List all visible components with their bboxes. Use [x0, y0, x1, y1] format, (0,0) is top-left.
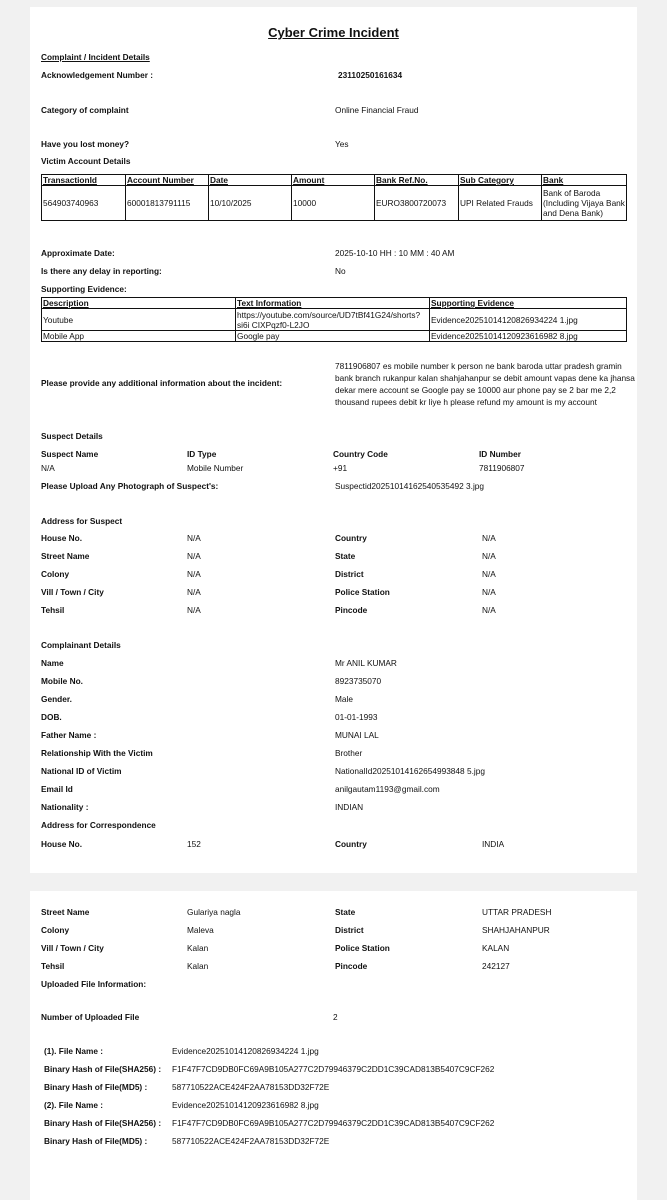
field-value: N/A [187, 605, 201, 615]
id-type-value: Mobile Number [187, 463, 244, 473]
field-label: Gender. [41, 694, 72, 704]
field-label: Colony [41, 569, 70, 579]
table-cell: 10000 [292, 186, 375, 221]
field-value: 242127 [482, 961, 510, 971]
suspect-section-heading: Suspect Details [41, 431, 103, 441]
field-label: Tehsil [41, 961, 65, 971]
field-value: Brother [335, 748, 363, 758]
field-label: Tehsil [41, 605, 65, 615]
page-title: Cyber Crime Incident [268, 25, 399, 40]
file-name-value: Evidence20251014120826934224 1.jpg [172, 1046, 319, 1056]
field-value: N/A [187, 551, 201, 561]
field-label: Country [335, 533, 367, 543]
header-cell: Text Information [236, 298, 430, 309]
field-label: Relationship With the Victim [41, 748, 153, 758]
header-cell: Bank Ref.No. [375, 175, 459, 186]
sha256-value: F1F47F7CD9DB0FC69A9B105A277C2D79946379C2DD1C39CAD813B5407C9CF262 [172, 1064, 495, 1074]
field-label: Pincode [335, 961, 368, 971]
field-value: N/A [482, 533, 496, 543]
field-label: Email Id [41, 784, 73, 794]
field-value: NationalId20251014162654993848 5.jpg [335, 766, 485, 776]
field-label: Vill / Town / City [41, 943, 104, 953]
field-label: House No. [41, 839, 83, 849]
field-label: Mobile No. [41, 676, 83, 686]
md5-label: Binary Hash of File(MD5) : [44, 1136, 148, 1146]
table-row [42, 309, 627, 331]
md5-label: Binary Hash of File(MD5) : [44, 1082, 148, 1092]
document-page-2 [30, 891, 637, 1200]
field-label: District [335, 569, 364, 579]
field-label: Street Name [41, 907, 90, 917]
table-cell: 60001813791115 [126, 186, 209, 221]
field-label: Nationality : [41, 802, 89, 812]
header-cell: Sub Category [459, 175, 542, 186]
table-header-row [42, 175, 627, 186]
table-row [42, 331, 627, 342]
md5-value: 587710522ACE424F2AA78153DD32F72E [172, 1082, 330, 1092]
id-number-header: ID Number [479, 449, 521, 459]
suspect-photo-label: Please Upload Any Photograph of Suspect's: [41, 481, 219, 491]
country-code-value: +91 [333, 463, 348, 473]
header-cell: Amount [292, 175, 375, 186]
file-name-value: Evidence20251014120923616982 8.jpg [172, 1100, 319, 1110]
field-label: District [335, 925, 364, 935]
table-cell: Mobile App [42, 331, 236, 342]
table-cell: Google pay [236, 331, 430, 342]
suspect-name-value: N/A [41, 463, 55, 473]
category-value: Online Financial Fraud [335, 105, 419, 115]
suspect-name-header: Suspect Name [41, 449, 99, 459]
lost-money-label: Have you lost money? [41, 139, 130, 149]
field-value: 8923735070 [335, 676, 382, 686]
field-value: Maleva [187, 925, 214, 935]
table-cell: Evidence20251014120826934224 1.jpg [430, 309, 627, 331]
field-value: N/A [187, 569, 201, 579]
field-value: Male [335, 694, 353, 704]
file-name-label: (2). File Name : [44, 1100, 104, 1110]
complaint-section-heading: Complaint / Incident Details [41, 52, 150, 62]
id-number-value: 7811906807 [479, 463, 525, 473]
md5-value: 587710522ACE424F2AA78153DD32F72E [172, 1136, 330, 1146]
field-label: Police Station [335, 943, 390, 953]
field-label: Name [41, 658, 64, 668]
header-cell: Supporting Evidence [430, 298, 627, 309]
header-cell: Bank [542, 175, 627, 186]
additional-info-label: Please provide any additional information about the incident: [41, 378, 283, 388]
field-label: Colony [41, 925, 70, 935]
table-cell: Bank of Baroda (Including Vijaya Bank and Dena Bank) [542, 186, 627, 221]
supporting-evidence-heading: Supporting Evidence: [41, 284, 127, 294]
id-type-header: ID Type [187, 449, 217, 459]
field-value: N/A [482, 605, 496, 615]
table-cell: UPI Related Frauds [459, 186, 542, 221]
delay-label: Is there any delay in reporting: [41, 266, 162, 276]
approx-date-label: Approximate Date: [41, 248, 115, 258]
uploaded-files-heading: Uploaded File Information: [41, 979, 147, 989]
num-files-value: 2 [333, 1012, 338, 1022]
suspect-photo-value: Suspectid20251014162540535492 3.jpg [335, 481, 485, 491]
field-value: MUNAI LAL [335, 730, 379, 740]
delay-value: No [335, 266, 346, 276]
field-value: UTTAR PRADESH [482, 907, 552, 917]
table-cell: 10/10/2025 [209, 186, 292, 221]
table-cell: Youtube [42, 309, 236, 331]
field-value: N/A [482, 551, 496, 561]
suspect-address-heading: Address for Suspect [41, 516, 123, 526]
complainant-section-heading: Complainant Details [41, 640, 121, 650]
num-files-label: Number of Uploaded File [41, 1012, 140, 1022]
field-label: Street Name [41, 551, 90, 561]
approx-date-value: 2025-10-10 HH : 10 MM : 40 AM [335, 248, 455, 258]
lost-money-value: Yes [335, 139, 349, 149]
country-code-header: Country Code [333, 449, 388, 459]
file-name-label: (1). File Name : [44, 1046, 104, 1056]
sha256-value: F1F47F7CD9DB0FC69A9B105A277C2D79946379C2DD1C39CAD813B5407C9CF262 [172, 1118, 495, 1128]
header-cell: Description [42, 298, 236, 309]
field-value: INDIA [482, 839, 505, 849]
table-cell: Evidence20251014120923616982 8.jpg [430, 331, 627, 342]
document-page-1 [30, 7, 637, 873]
field-value: Mr ANIL KUMAR [335, 658, 397, 668]
field-value: Kalan [187, 943, 209, 953]
field-value: SHAHJAHANPUR [482, 925, 550, 935]
transaction-table [41, 174, 627, 221]
ack-label: Acknowledgement Number : [41, 70, 154, 80]
field-value: N/A [187, 533, 201, 543]
field-value: anilgautam1193@gmail.com [335, 784, 440, 794]
field-value: N/A [482, 569, 496, 579]
victim-account-heading: Victim Account Details [41, 156, 131, 166]
sha256-label: Binary Hash of File(SHA256) : [44, 1064, 162, 1074]
field-label: House No. [41, 533, 83, 543]
table-cell: https://youtube.com/source/UD7tBf41G24/shorts?si6i CIXPqzf0-L2JO [236, 309, 430, 331]
correspondence-heading: Address for Correspondence [41, 820, 156, 830]
table-cell: EURO3800720073 [375, 186, 459, 221]
field-label: State [335, 551, 356, 561]
field-label: DOB. [41, 712, 62, 722]
field-label: Police Station [335, 587, 390, 597]
category-label: Category of complaint [41, 105, 129, 115]
additional-info-value: 7811906807 es mobile number k person ne bank baroda uttar pradesh gramin bank branch rukanpur kalan shahjahanpur se debit amount vapas dene ka jhansa dekar mere account se Google pay se 10000 aur phone pay se 2 bar me 2,2 thousand rupees debit kr liye h please refund my amount is my account [335, 361, 635, 407]
field-label: Father Name : [41, 730, 97, 740]
evidence-table [41, 297, 627, 342]
field-value: 152 [187, 839, 201, 849]
field-value: Gulariya nagla [187, 907, 241, 917]
field-value: N/A [482, 587, 496, 597]
header-cell: Date [209, 175, 292, 186]
field-label: National ID of Victim [41, 766, 122, 776]
field-value: Kalan [187, 961, 209, 971]
field-value: KALAN [482, 943, 510, 953]
field-value: N/A [187, 587, 201, 597]
table-cell: 564903740963 [42, 186, 126, 221]
table-header-row [42, 298, 627, 309]
field-value: INDIAN [335, 802, 364, 812]
header-cell: TransactionId [42, 175, 126, 186]
field-value: 01-01-1993 [335, 712, 378, 722]
ack-value: 23110250161634 [338, 70, 403, 80]
field-label: State [335, 907, 356, 917]
sha256-label: Binary Hash of File(SHA256) : [44, 1118, 162, 1128]
field-label: Pincode [335, 605, 368, 615]
header-cell: Account Number [126, 175, 209, 186]
field-label: Vill / Town / City [41, 587, 104, 597]
table-row [42, 186, 627, 221]
field-label: Country [335, 839, 367, 849]
